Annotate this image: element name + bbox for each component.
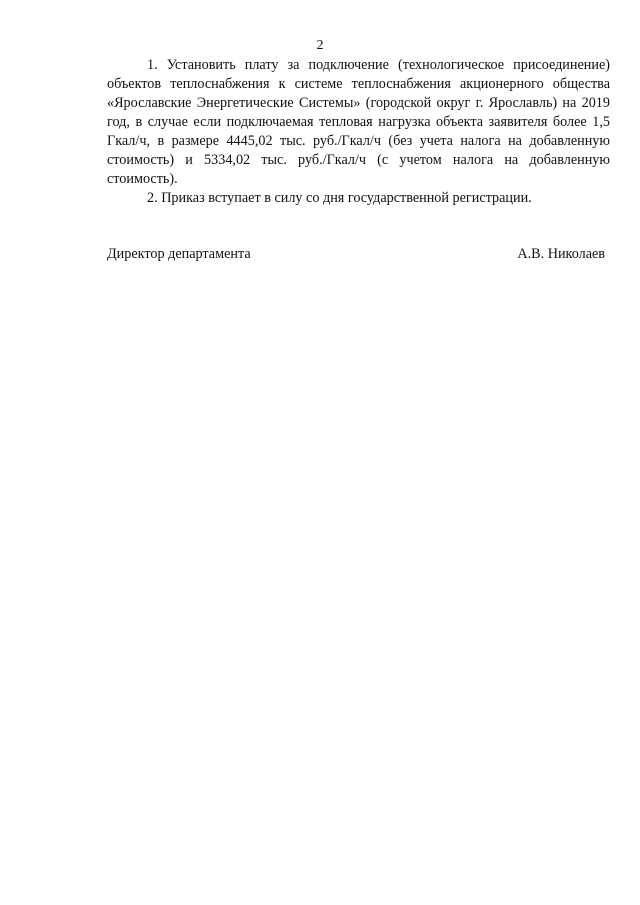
paragraph-2: 2. Приказ вступает в силу со дня государственной регистрации. — [147, 190, 532, 206]
signatory-position: Директор департамента — [107, 246, 251, 262]
signatory-name: А.В. Николаев — [517, 246, 605, 262]
signature-block — [107, 245, 605, 264]
page-number: 2 — [316, 38, 324, 53]
document-body — [107, 56, 610, 208]
paragraph-1: 1. Установить плату за подключение (технологическое присоединение) объектов теплоснабжения к системе теплоснабжения акционерного общества «Ярославские Энергетические Системы» (городской округ г. Ярославль) на 2019 год, в случае если подключаемая тепловая нагрузка объекта заявителя более 1,5 Гкал/ч, в размере 4445,02 тыс. руб./Гкал/ч (без учета налога на добавленную стоимость) и 5334,02 тыс. руб./Гкал/ч (с учетом налога на добавленную стоимость). — [107, 57, 610, 187]
